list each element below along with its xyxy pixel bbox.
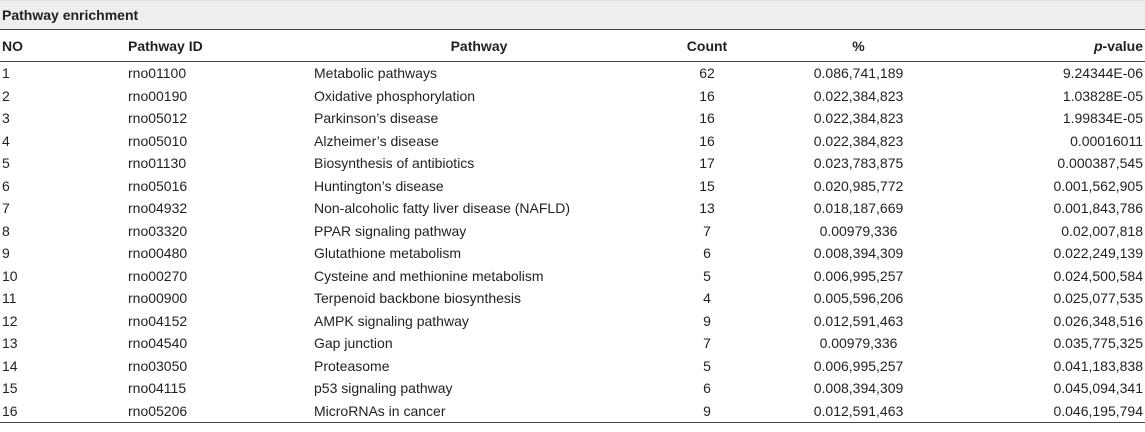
cell-percent: 0.023,783,875 — [813, 155, 904, 172]
cell-no: 12 — [2, 312, 18, 329]
cell-pvalue: 0.035,775,325 — [1053, 335, 1143, 352]
cell-pathway-id: rno00270 — [128, 267, 188, 284]
cell-percent: 0.006,995,257 — [813, 267, 904, 284]
cell-pathway: Gap junction — [314, 335, 393, 352]
cell-pathway-id: rno01130 — [128, 155, 187, 172]
cell-pvalue: 0.001,562,905 — [1053, 177, 1143, 194]
pathway-table — [0, 29, 1145, 423]
cell-pathway-id: rno04115 — [128, 380, 187, 397]
cell-count: 6 — [703, 380, 711, 397]
cell-percent: 0.012,591,463 — [813, 312, 904, 329]
cell-pathway-id: rno05010 — [128, 132, 188, 149]
cell-count: 16 — [699, 132, 715, 149]
cell-pathway-id: rno05206 — [128, 402, 188, 419]
cell-percent: 0.086,741,189 — [813, 65, 904, 82]
table-row — [0, 332, 1145, 355]
cell-percent: 0.006,995,257 — [813, 357, 904, 374]
table-row — [0, 310, 1145, 333]
cell-pvalue: 0.001,843,786 — [1053, 200, 1143, 217]
cell-no: 14 — [2, 357, 18, 374]
cell-pathway: AMPK signaling pathway — [314, 312, 469, 329]
cell-no: 16 — [2, 402, 18, 419]
cell-pathway: Terpenoid backbone biosynthesis — [314, 290, 522, 307]
header-row — [0, 30, 1145, 62]
cell-count: 6 — [703, 245, 711, 262]
table-row — [0, 85, 1145, 108]
cell-percent: 0.00979,336 — [819, 222, 898, 239]
table-row — [0, 175, 1145, 198]
cell-no: 8 — [2, 222, 10, 239]
header-pathway: Pathway — [314, 30, 644, 62]
header-percent: % — [770, 30, 947, 62]
cell-count: 15 — [699, 177, 715, 194]
table-row — [0, 242, 1145, 265]
header-no: NO — [0, 30, 128, 62]
cell-pathway: Huntington’s disease — [314, 177, 444, 194]
cell-pathway-id: rno04152 — [128, 312, 188, 329]
cell-pathway: Cysteine and methionine metabolism — [314, 267, 544, 284]
cell-pathway: Metabolic pathways — [314, 65, 437, 82]
cell-no: 2 — [2, 87, 10, 104]
table-row — [0, 107, 1145, 130]
cell-no: 11 — [2, 290, 17, 307]
cell-pathway-id: rno03320 — [128, 222, 188, 239]
cell-percent: 0.018,187,669 — [813, 200, 904, 217]
cell-no: 13 — [2, 335, 18, 352]
cell-pvalue: 0.045,094,341 — [1053, 380, 1143, 397]
cell-percent: 0.022,384,823 — [813, 87, 904, 104]
cell-no: 7 — [2, 200, 10, 217]
cell-count: 16 — [699, 87, 715, 104]
cell-count: 5 — [703, 267, 711, 284]
cell-count: 9 — [703, 402, 711, 419]
cell-pathway: p53 signaling pathway — [314, 380, 453, 397]
cell-pvalue: 0.041,183,838 — [1053, 357, 1143, 374]
cell-pvalue: 1.99834E-05 — [1062, 110, 1143, 127]
cell-pathway: Glutathione metabolism — [314, 245, 462, 262]
table-row — [0, 355, 1145, 378]
cell-pathway: Non-alcoholic fatty liver disease (NAFLD) — [314, 200, 570, 217]
table-row — [0, 197, 1145, 220]
cell-pvalue: 1.03828E-05 — [1062, 87, 1143, 104]
cell-pvalue: 9.24344E-06 — [1062, 65, 1143, 82]
cell-no: 6 — [2, 177, 10, 194]
table-row — [0, 152, 1145, 175]
table-row — [0, 400, 1145, 423]
cell-pathway-id: rno01100 — [128, 65, 187, 82]
cell-count: 9 — [703, 312, 711, 329]
header-pvalue-rest: -value — [1102, 37, 1143, 54]
cell-no: 1 — [2, 65, 10, 82]
cell-pathway-id: rno05016 — [128, 177, 188, 194]
table-row — [0, 377, 1145, 400]
cell-pathway: Parkinson’s disease — [314, 110, 439, 127]
cell-percent: 0.008,394,309 — [813, 245, 904, 262]
cell-percent: 0.020,985,772 — [813, 177, 904, 194]
cell-pvalue: 0.024,500,584 — [1053, 267, 1143, 284]
cell-count: 13 — [699, 200, 715, 217]
cell-no: 5 — [2, 155, 10, 172]
cell-percent: 0.022,384,823 — [813, 132, 904, 149]
cell-no: 3 — [2, 110, 10, 127]
cell-no: 9 — [2, 245, 10, 262]
table-row — [0, 62, 1145, 85]
cell-no: 15 — [2, 380, 18, 397]
cell-count: 17 — [699, 155, 715, 172]
table-body — [0, 62, 1145, 423]
table-row — [0, 265, 1145, 288]
header-pathway-id: Pathway ID — [128, 30, 314, 62]
cell-count: 7 — [703, 222, 711, 239]
cell-pathway-id: rno03050 — [128, 357, 188, 374]
cell-pathway: Biosynthesis of antibiotics — [314, 155, 475, 172]
cell-pathway: Oxidative phosphorylation — [314, 87, 476, 104]
cell-percent: 0.008,394,309 — [813, 380, 904, 397]
cell-pathway-id: rno00190 — [128, 87, 188, 104]
header-pvalue — [947, 30, 1145, 62]
cell-count: 62 — [699, 65, 715, 82]
table-row — [0, 287, 1145, 310]
cell-pathway: MicroRNAs in cancer — [314, 402, 446, 419]
cell-percent: 0.022,384,823 — [813, 110, 904, 127]
cell-pathway-id: rno00480 — [128, 245, 188, 262]
cell-count: 5 — [703, 357, 711, 374]
cell-pathway: PPAR signaling pathway — [314, 222, 467, 239]
cell-count: 16 — [699, 110, 715, 127]
cell-pvalue: 0.00016011 — [1070, 132, 1143, 149]
header-count: Count — [644, 30, 770, 62]
header-pvalue-italic: p — [1093, 37, 1103, 54]
table-row — [0, 130, 1145, 153]
cell-pvalue: 0.02,007,818 — [1061, 222, 1143, 239]
cell-count: 7 — [703, 335, 711, 352]
cell-pathway-id: rno04540 — [128, 335, 188, 352]
cell-no: 10 — [2, 267, 18, 284]
cell-pathway: Proteasome — [314, 357, 390, 374]
cell-pathway-id: rno00900 — [128, 290, 188, 307]
cell-pathway: Alzheimer’s disease — [314, 132, 439, 149]
table-title: Pathway enrichment — [0, 0, 1145, 29]
cell-pvalue: 0.025,077,535 — [1053, 290, 1143, 307]
cell-pvalue: 0.026,348,516 — [1053, 312, 1143, 329]
table-row — [0, 220, 1145, 243]
cell-pathway-id: rno05012 — [128, 110, 188, 127]
cell-no: 4 — [2, 132, 10, 149]
cell-pvalue: 0.046,195,794 — [1053, 402, 1143, 419]
cell-pvalue: 0.022,249,139 — [1053, 245, 1143, 262]
cell-count: 4 — [703, 290, 711, 307]
cell-pvalue: 0.000387,545 — [1057, 155, 1143, 172]
cell-percent: 0.005,596,206 — [813, 290, 904, 307]
cell-percent: 0.012,591,463 — [813, 402, 904, 419]
cell-pathway-id: rno04932 — [128, 200, 188, 217]
cell-percent: 0.00979,336 — [819, 335, 898, 352]
